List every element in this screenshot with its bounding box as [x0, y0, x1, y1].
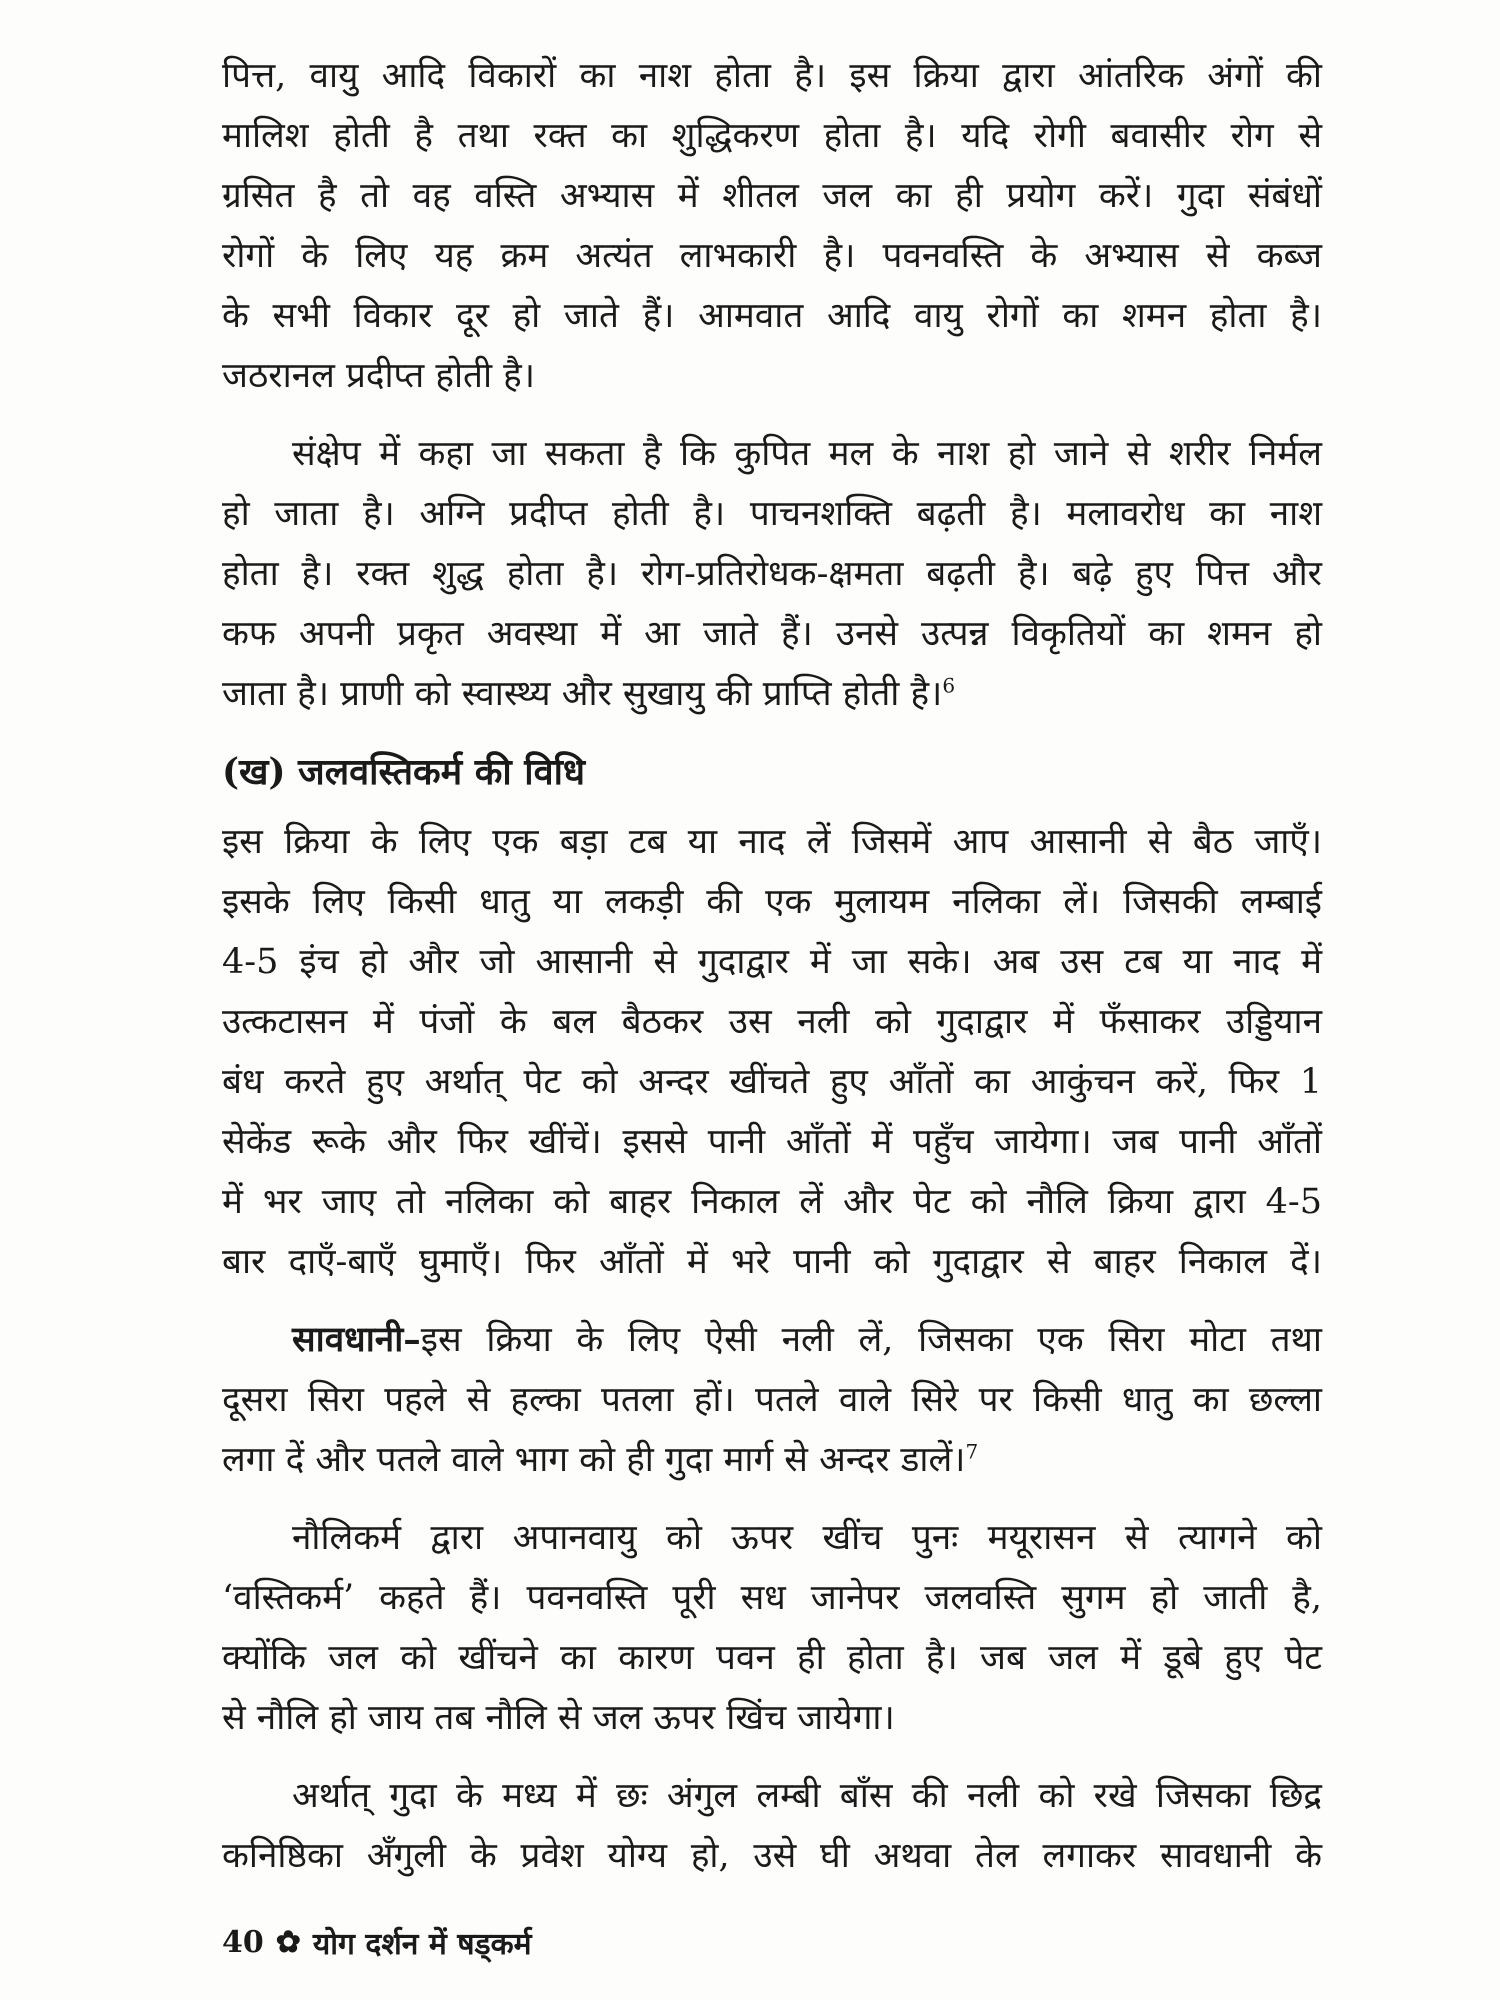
paragraph-6 — [222, 1766, 1322, 1886]
flower-icon: ✿ — [275, 1924, 301, 1960]
page-content — [222, 46, 1322, 1904]
paragraph-5 — [222, 1508, 1322, 1748]
page-footer — [222, 1922, 532, 1963]
text-line: पित्त, वायु आदि विकारों का नाश होता है। इस क्रिया द्वारा आंतरिक अंगों की — [222, 56, 1322, 96]
paragraph-3 — [222, 812, 1322, 1292]
text-line: रोगों के लिए यह क्रम अत्यंत लाभकारी है। पवनवस्ति के अभ्यास से कब्ज — [222, 236, 1322, 276]
text-line: संक्षेप में कहा जा सकता है कि कुपित मल के नाश हो जाने से शरीर निर्मल — [292, 434, 1322, 474]
paragraph-caution — [222, 1310, 1322, 1490]
text-line: मालिश होती है तथा रक्त का शुद्धिकरण होता है। यदि रोगी बवासीर रोग से — [222, 116, 1322, 156]
text-line: सेकेंड रूके और फिर खींचें। इससे पानी आँतों में पहुँच जायेगा। जब पानी आँतों — [222, 1122, 1322, 1162]
text-segment: जाता है। प्राणी को स्वास्थ्य और सुखायु की प्राप्ति होती है। — [222, 674, 943, 714]
text-line: क्योंकि जल को खींचने का कारण पवन ही होता है। जब जल में डूबे हुए पेट — [222, 1638, 1322, 1678]
text-line: इसके लिए किसी धातु या लकड़ी की एक मुलायम नलिका लें। जिसकी लम्बाई — [222, 882, 1322, 922]
section-heading: (ख) जलवस्तिकर्म की विधि — [222, 751, 586, 793]
text-line: हो जाता है। अग्नि प्रदीप्त होती है। पाचनशक्ति बढ़ती है। मलावरोध का नाश — [222, 494, 1322, 534]
footnote-marker: 6 — [942, 673, 956, 698]
caution-label: सावधानी– — [292, 1319, 421, 1360]
text-line: नौलिकर्म द्वारा अपानवायु को ऊपर खींच पुनः मयूरासन से त्यागने को — [292, 1518, 1322, 1558]
text-line: इस क्रिया के लिए एक बड़ा टब या नाद लें जिसमें आप आसानी से बैठ जाएँ। — [222, 822, 1322, 862]
text-line: अर्थात् गुदा के मध्य में छः अंगुल लम्बी बाँस की नली को रखे जिसका छिद्र — [292, 1776, 1322, 1816]
text-line: में भर जाए तो नलिका को बाहर निकाल लें और पेट को नौलि क्रिया द्वारा 4-5 — [222, 1182, 1322, 1222]
text-line: उत्कटासन में पंजों के बल बैठकर उस नली को गुदाद्वार में फँसाकर उड्डियान — [222, 1002, 1322, 1042]
paragraph-1 — [222, 46, 1322, 406]
text-segment: इस क्रिया के लिए ऐसी नली लें, जिसका एक सिरा मोटा तथा — [420, 1320, 1322, 1360]
text-line: से नौलि हो जाय तब नौलि से जल ऊपर खिंच जायेगा। — [222, 1698, 895, 1738]
page-number: 40 — [222, 1925, 264, 1960]
text-line: बार दाएँ-बाएँ घुमाएँ। फिर आँतों में भरे पानी को गुदाद्वार से बाहर निकाल दें। — [222, 1242, 1322, 1282]
text-line: ‘वस्तिकर्म’ कहते हैं। पवनवस्ति पूरी सध जानेपर जलवस्ति सुगम हो जाती है, — [222, 1578, 1322, 1618]
text-line: बंध करते हुए अर्थात् पेट को अन्दर खींचते हुए आँतों का आकुंचन करें, फिर 1 — [222, 1062, 1322, 1102]
text-line — [222, 1310, 1322, 1370]
text-line: ग्रसित है तो वह वस्ति अभ्यास में शीतल जल का ही प्रयोग करें। गुदा संबंधों — [222, 176, 1322, 216]
text-segment: लगा दें और पतले वाले भाग को ही गुदा मार्ग से अन्दर डालें। — [222, 1440, 966, 1480]
text-line: कफ अपनी प्रकृत अवस्था में आ जाते हैं। उनसे उत्पन्न विकृतियों का शमन हो — [222, 614, 1322, 654]
book-title: योग दर्शन में षड्कर्म — [312, 1927, 532, 1962]
text-line: कनिष्ठिका अँगुली के प्रवेश योग्य हो, उसे घी अथवा तेल लगाकर सावधानी के — [222, 1836, 1322, 1876]
paragraph-2 — [222, 424, 1322, 724]
text-line: होता है। रक्त शुद्ध होता है। रोग-प्रतिरोधक-क्षमता बढ़ती है। बढ़े हुए पित्त और — [222, 554, 1322, 594]
footnote-marker: 7 — [965, 1439, 979, 1464]
text-line — [222, 664, 1322, 724]
text-line: जठरानल प्रदीप्त होती है। — [222, 356, 536, 396]
text-line — [222, 1430, 1322, 1490]
text-line: 4-5 इंच हो और जो आसानी से गुदाद्वार में जा सके। अब उस टब या नाद में — [222, 942, 1322, 982]
text-line: के सभी विकार दूर हो जाते हैं। आमवात आदि वायु रोगों का शमन होता है। — [222, 296, 1322, 336]
text-line: दूसरा सिरा पहले से हल्का पतला हों। पतले वाले सिरे पर किसी धातु का छल्ला — [222, 1380, 1322, 1420]
